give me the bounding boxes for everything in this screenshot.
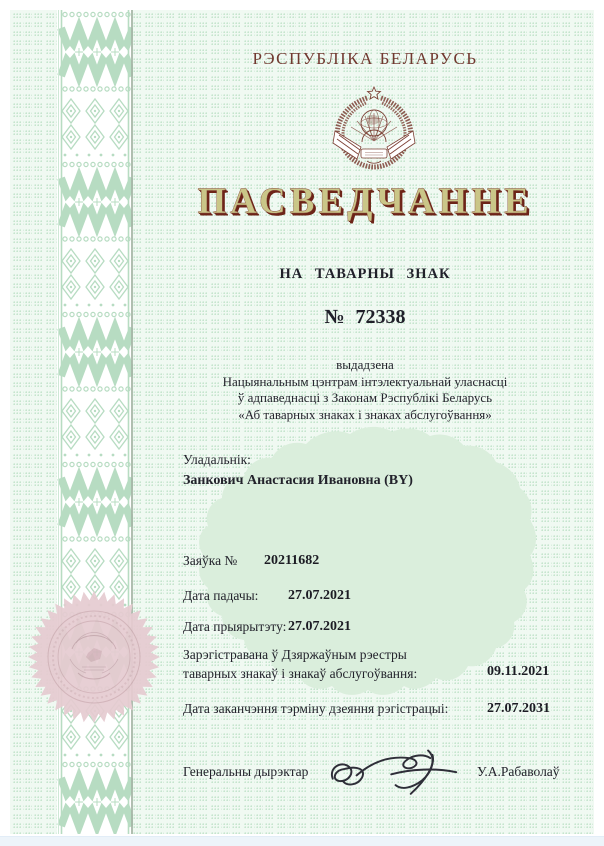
- certificate-title: ПАСВЕДЧАННЕ: [197, 181, 533, 222]
- filing-date-label: Дата падачы:: [183, 588, 259, 603]
- certificate-subtitle: НА ТАВАРНЫ ЗНАК: [279, 266, 451, 282]
- certificate-number: № 72338: [324, 306, 406, 328]
- owner-name: Занкович Анастасия Ивановна (BY): [183, 473, 413, 488]
- page-bottom-edge: [0, 836, 604, 846]
- expiry-date-value: 27.07.2031: [487, 701, 550, 716]
- issuance-line: ў адпаведнасці з Законам Рэспублікі Беларусь: [237, 390, 493, 405]
- registration-label-line: таварных знакаў і знакаў абслугоўвання:: [183, 665, 418, 681]
- embossed-seal-icon: [26, 589, 162, 725]
- coat-of-arms-belarus-icon: [329, 85, 419, 173]
- director-signature: [322, 744, 467, 796]
- expiry-date-label: Дата заканчэння тэрміну дзеяння рэгістрацыі:: [183, 701, 449, 716]
- application-number-label: Заяўка №: [183, 553, 238, 568]
- owner-label: Уладальнік:: [183, 452, 251, 467]
- registration-label: [183, 646, 483, 683]
- issuance-statement: [133, 357, 597, 423]
- filing-date-value: 27.07.2021: [288, 588, 351, 603]
- registration-label-line: Зарэгістравана ў Дзяржаўным рэестры: [183, 647, 407, 662]
- director-name: У.А.Рабаволаў: [477, 764, 560, 779]
- issuance-line: Нацыянальным цэнтрам інтэлектуальнай уласнасці: [222, 373, 508, 389]
- priority-date-value: 27.07.2021: [288, 619, 351, 634]
- registration-date-value: 09.11.2021: [487, 664, 550, 679]
- director-position-label: Генеральны дырэктар: [183, 764, 309, 779]
- priority-date-label: Дата прыярытэту:: [183, 619, 287, 634]
- issuance-line: «Аб таварных знаках і знаках абслугоўвання»: [238, 406, 492, 422]
- country-heading: РЭСПУБЛІКА БЕЛАРУСЬ: [252, 49, 478, 68]
- application-number-value: 20211682: [264, 553, 320, 568]
- issuance-line: выдадзена: [336, 357, 394, 372]
